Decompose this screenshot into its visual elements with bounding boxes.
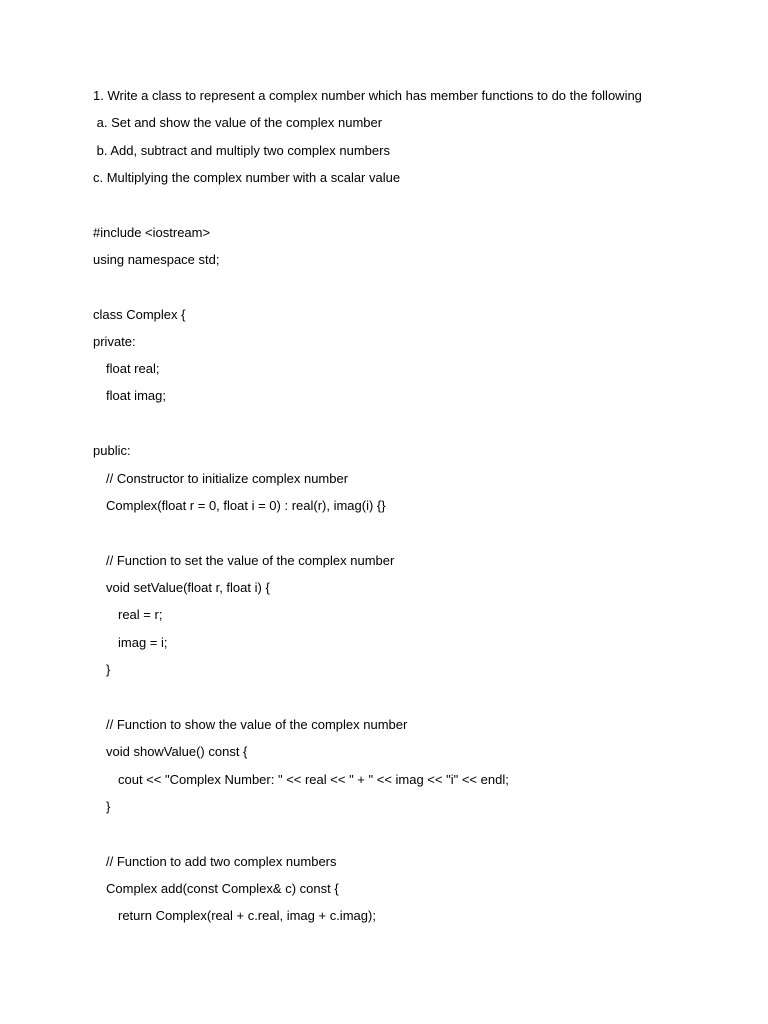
code-show-body: cout << "Complex Number: " << real << " + " << imag << "i" << endl; (118, 772, 509, 787)
code-show-signature: void showValue() const { (106, 744, 248, 759)
code-add-signature: Complex add(const Complex& c) const { (106, 881, 339, 896)
code-class-decl: class Complex { (93, 307, 186, 322)
code-public-label: public: (93, 443, 131, 458)
code-set-real: real = r; (118, 607, 163, 622)
code-set-signature: void setValue(float r, float i) { (106, 580, 270, 595)
code-field-real: float real; (106, 361, 160, 376)
code-constructor: Complex(float r = 0, float i = 0) : real(r), imag(i) {} (106, 498, 386, 513)
code-comment-add: // Function to add two complex numbers (106, 854, 337, 869)
code-set-imag: imag = i; (118, 635, 168, 650)
code-add-return: return Complex(real + c.real, imag + c.imag); (118, 908, 376, 923)
question-part-b: b. Add, subtract and multiply two complex numbers (93, 143, 390, 158)
code-namespace: using namespace std; (93, 252, 220, 267)
question-title: 1. Write a class to represent a complex number which has member functions to do the following (93, 88, 642, 103)
code-field-imag: float imag; (106, 388, 166, 403)
code-private-label: private: (93, 334, 136, 349)
code-set-close: } (106, 662, 111, 677)
code-comment-constructor: // Constructor to initialize complex number (106, 471, 349, 486)
question-part-a: a. Set and show the value of the complex number (93, 115, 383, 130)
code-include: #include <iostream> (93, 225, 211, 240)
code-comment-show: // Function to show the value of the complex number (106, 717, 408, 732)
code-comment-set: // Function to set the value of the complex number (106, 553, 395, 568)
code-show-close: } (106, 799, 111, 814)
question-part-c: c. Multiplying the complex number with a scalar value (93, 170, 401, 185)
